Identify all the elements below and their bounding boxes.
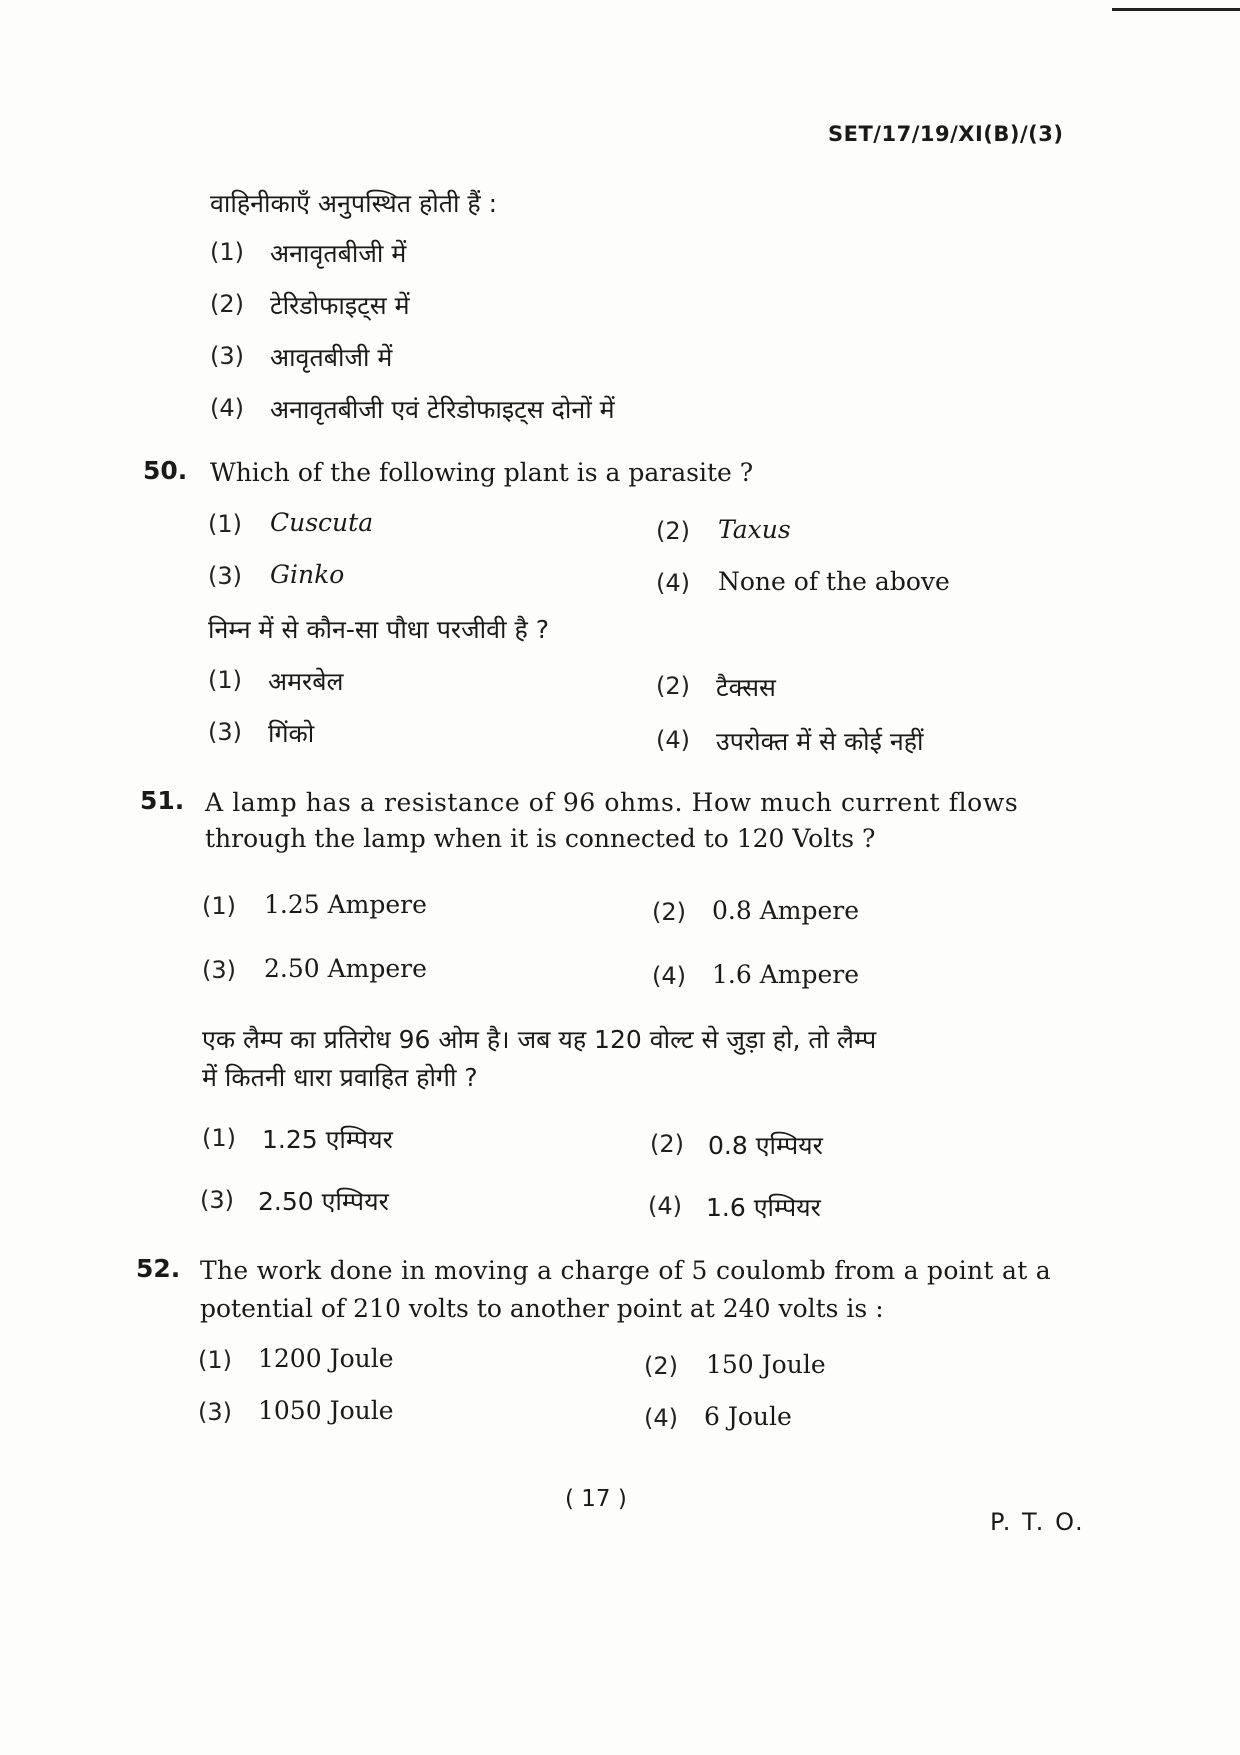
q51-en-option-1-text: 1.25 Ampere xyxy=(264,890,427,919)
q50-en-option-4-number: (4) xyxy=(656,569,690,597)
q50-hi-option-2-number: (2) xyxy=(656,672,690,700)
q49-option-3-number: (3) xyxy=(210,342,244,370)
q51-hi-option-3-text: 2.50 एम्पियर xyxy=(258,1187,389,1216)
q50-hi-option-4-number: (4) xyxy=(656,726,690,754)
q49-option-4-text: अनावृतबीजी एवं टेरिडोफाइट्स दोनों में xyxy=(270,395,615,424)
q52-number: 52. xyxy=(136,1254,181,1283)
q50-hi-option-4-text: उपरोक्त में से कोई नहीं xyxy=(716,727,924,756)
q51-hi-option-4-number: (4) xyxy=(648,1192,682,1220)
q50-number: 50. xyxy=(143,456,188,485)
q51-hi-option-1-number: (1) xyxy=(202,1124,236,1152)
q49-option-3-text: आवृतबीजी में xyxy=(270,343,393,372)
q50-en-option-1-text: Cuscuta xyxy=(270,508,374,537)
q51-number: 51. xyxy=(140,786,185,815)
q52-english-stem-line-2: potential of 210 volts to another point at 240 volts is : xyxy=(200,1294,884,1323)
q51-en-option-2-text: 0.8 Ampere xyxy=(712,896,860,925)
q52-option-3-text: 1050 Joule xyxy=(258,1396,394,1425)
q51-hindi-stem-line-1: एक लैम्प का प्रतिरोध 96 ओम है। जब यह 120 वोल्ट से जुड़ा हो, तो लैम्प xyxy=(202,1025,877,1054)
paper-code: SET/17/19/XI(B)/(3) xyxy=(828,122,1064,146)
q50-hi-option-3-text: गिंको xyxy=(268,719,315,748)
q50-en-option-3-number: (3) xyxy=(208,562,242,590)
q50-en-option-3-text: Ginko xyxy=(270,560,345,589)
q50-hi-option-3-number: (3) xyxy=(208,718,242,746)
q52-option-2-number: (2) xyxy=(644,1352,678,1380)
q49-option-2-number: (2) xyxy=(210,290,244,318)
q49-option-4-number: (4) xyxy=(210,394,244,422)
q49-option-1-text: अनावृतबीजी में xyxy=(270,239,407,268)
q50-en-option-2-text: Taxus xyxy=(718,515,791,544)
q51-en-option-4-text: 1.6 Ampere xyxy=(712,960,860,989)
q50-en-option-4-text: None of the above xyxy=(718,567,950,596)
q52-option-1-number: (1) xyxy=(198,1346,232,1374)
q51-hi-option-3-number: (3) xyxy=(200,1186,234,1214)
q51-en-option-4-number: (4) xyxy=(652,962,686,990)
q50-hi-option-2-text: टैक्सस xyxy=(716,673,776,702)
q50-hi-option-1-number: (1) xyxy=(208,666,242,694)
q51-hi-option-1-text: 1.25 एम्पियर xyxy=(262,1125,393,1154)
q52-option-4-text: 6 Joule xyxy=(704,1402,792,1431)
q50-english-stem: Which of the following plant is a parasite ? xyxy=(210,458,754,487)
please-turn-over: P. T. O. xyxy=(990,1508,1085,1536)
q49-option-1-number: (1) xyxy=(210,238,244,266)
q51-en-option-3-number: (3) xyxy=(202,956,236,984)
q51-en-option-1-number: (1) xyxy=(202,892,236,920)
q49-option-2-text: टेरिडोफाइट्स में xyxy=(270,291,410,320)
q52-option-2-text: 150 Joule xyxy=(706,1350,826,1379)
q50-en-option-1-number: (1) xyxy=(208,510,242,538)
q51-hindi-stem-line-2: में कितनी धारा प्रवाहित होगी ? xyxy=(202,1063,478,1092)
q50-en-option-2-number: (2) xyxy=(656,517,690,545)
q52-english-stem-line-1: The work done in moving a charge of 5 coulomb from a point at a xyxy=(200,1256,1052,1285)
q51-en-option-2-number: (2) xyxy=(652,898,686,926)
page-number: ( 17 ) xyxy=(565,1486,627,1512)
q50-hi-option-1-text: अमरबेल xyxy=(268,667,344,696)
q51-en-option-3-text: 2.50 Ampere xyxy=(264,954,427,983)
q50-hindi-stem: निम्न में से कौन-सा पौधा परजीवी है ? xyxy=(208,615,549,644)
q51-hi-option-2-text: 0.8 एम्पियर xyxy=(708,1131,823,1160)
q49-hindi-stem: वाहिनीकाएँ अनुपस्थित होती हैं : xyxy=(210,189,498,218)
q52-option-4-number: (4) xyxy=(644,1404,678,1432)
q51-hi-option-2-number: (2) xyxy=(650,1130,684,1158)
q51-hi-option-4-text: 1.6 एम्पियर xyxy=(706,1193,821,1222)
q51-english-stem-line-1: A lamp has a resistance of 96 ohms. How much current flows xyxy=(205,788,1019,817)
q52-option-1-text: 1200 Joule xyxy=(258,1344,394,1373)
q51-english-stem-line-2: through the lamp when it is connected to 120 Volts ? xyxy=(205,824,876,853)
q52-option-3-number: (3) xyxy=(198,1398,232,1426)
top-rule xyxy=(1112,8,1240,11)
